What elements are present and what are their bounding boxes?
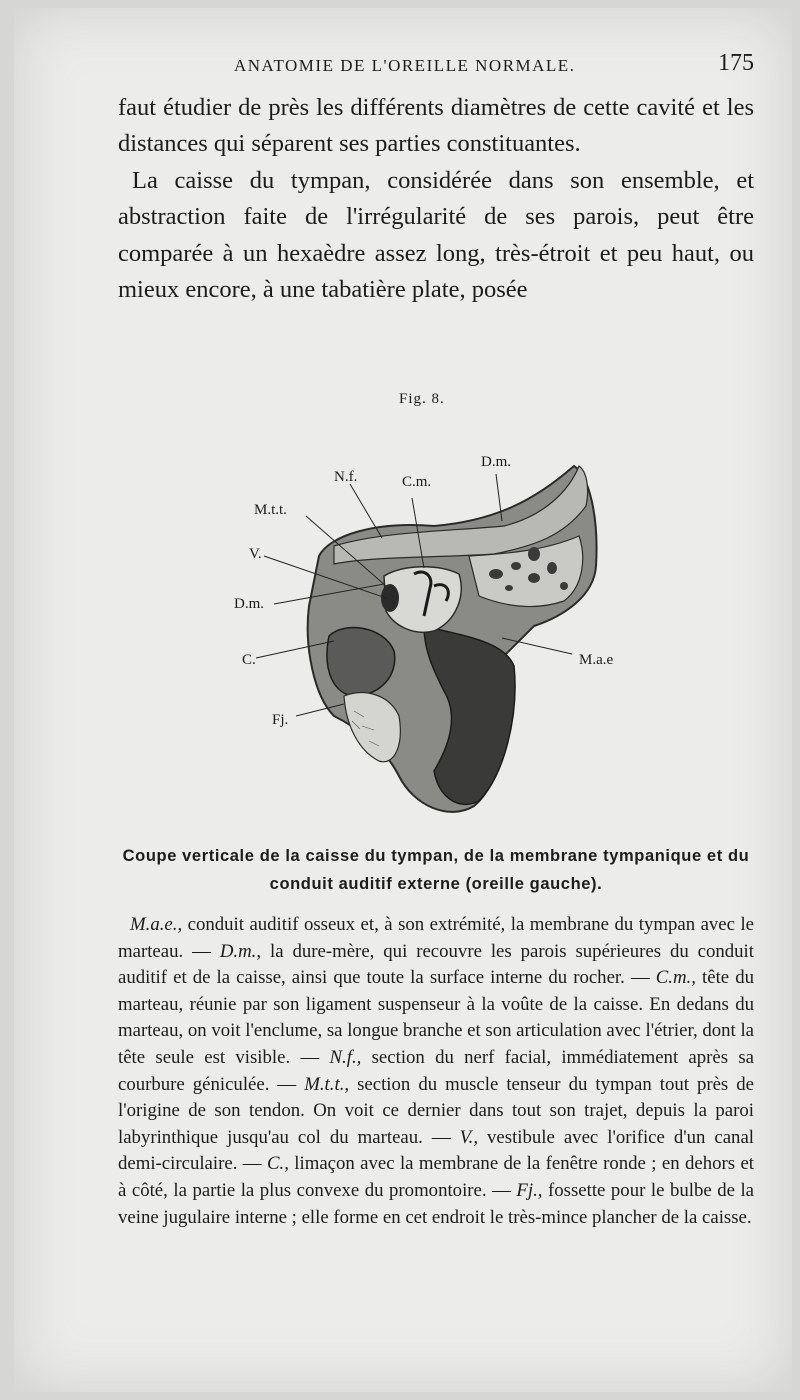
- legend-text: conduit auditif osseux et, à son extrémité, la membrane du tympan avec le marteau. —: [118, 914, 754, 962]
- legend-abbr: D.m.,: [219, 940, 262, 962]
- legend-text: section du nerf facial, immédiatement après sa courbure géniculée. —: [118, 1046, 754, 1095]
- figure-number: Fig. 8.: [399, 391, 445, 407]
- running-head: [234, 52, 754, 82]
- label-nf: N.f.: [334, 469, 358, 485]
- vestibule-dark: [381, 584, 399, 612]
- legend-abbr: C.,: [266, 1153, 289, 1175]
- paragraph-1: faut étudier de près les différents diamètres de cette cavité et les distances qui séparent ses parties constituantes.: [118, 94, 754, 158]
- running-head-title: ANATOMIE DE L'OREILLE NORMALE.: [234, 56, 576, 75]
- legend-abbr: V.,: [459, 1126, 479, 1148]
- label-mae: M.a.e: [579, 652, 614, 668]
- label-v: V.: [249, 546, 262, 562]
- paragraph-2: La caisse du tympan, considérée dans son ensemble, et abstraction faite de l'irrégularité de ses parois, peut être comparée à un hexaèdre assez long, très-étroit et peu haut, ou mieux encore, à une tabatière plate, posée: [118, 166, 754, 304]
- label-dm-top: D.m.: [481, 454, 511, 470]
- label-cm: C.m.: [402, 474, 432, 490]
- legend-abbr: M.t.t.,: [304, 1073, 350, 1095]
- legend-text: vestibule avec l'orifice d'un canal demi-circulaire. —: [118, 1126, 754, 1175]
- legend-abbr: N.f.,: [329, 1046, 362, 1068]
- legend-abbr: Fj.,: [516, 1179, 543, 1201]
- legend-text: la dure-mère, qui recouvre les parois supérieures du conduit auditif et de la caisse, ainsi que toute la surface interne du rocher. —: [118, 940, 754, 989]
- body-text: [118, 90, 754, 308]
- book-page: [14, 8, 792, 1392]
- legend-abbr: C.m.,: [655, 967, 696, 989]
- legend-text: section du muscle tenseur du tympan tout près de l'origine de son tendon. On voit ce dernier dans tout son trajet, depuis la paroi labyrinthique jusqu'au col du marteau. —: [118, 1073, 754, 1148]
- legend-text: fossette pour le bulbe de la veine jugulaire interne ; elle forme en cet endroit le très-mince plancher de la caisse.: [118, 1179, 755, 1228]
- label-dm-left: D.m.: [234, 596, 264, 612]
- page-number: 175: [718, 50, 754, 76]
- label-c: C.: [242, 652, 256, 668]
- legend-text: limaçon avec la membrane de la fenêtre ronde ; en dehors et à côté, la partie la plus convexe du promontoire. —: [118, 1153, 755, 1201]
- figure-caption-title: Coupe verticale de la caisse du tympan, de la membrane tympanique et du conduit auditif externe (oreille gauche).: [122, 847, 750, 893]
- legend-paragraph: [118, 912, 754, 1231]
- figure-legend: [118, 912, 754, 1231]
- ear-section-engraving: [234, 426, 654, 826]
- legend-text: tête du marteau, réunie par son ligament suspenseur à la voûte de la caisse. En dedans du marteau, on voit l'enclume, sa longue branche et son articulation avec l'étrier, dont la tête seule est visible. —: [118, 967, 755, 1068]
- legend-abbr: M.a.e.,: [130, 914, 183, 935]
- label-fj: Fj.: [272, 712, 289, 728]
- label-mtt: M.t.t.: [254, 502, 287, 518]
